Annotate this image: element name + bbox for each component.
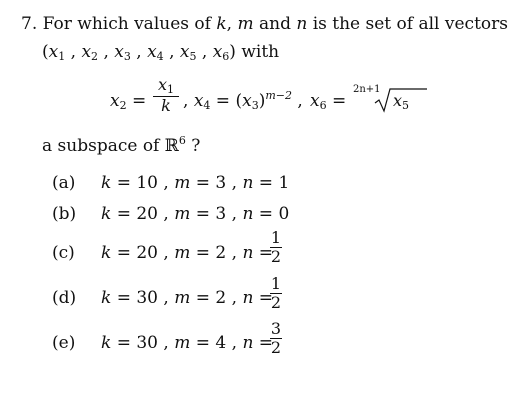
option-e-denominator: 2: [270, 338, 282, 357]
x2-fraction: [153, 76, 179, 115]
option-e-expression[interactable]: k = 30 , m = 4 , n =: [101, 333, 274, 353]
vector-tuple: ($x_1$ , $x_2$ , $x_3$ , $x_4$ , $x_5$ , $x_6$): [42, 42, 236, 63]
option-c-label[interactable]: (c): [52, 243, 75, 263]
x4-exponent: m−2: [265, 89, 292, 102]
option-e-fraction: [270, 321, 282, 356]
subspace-text: a subspace of ℝ: [42, 136, 179, 156]
option-c-fraction: [270, 230, 282, 265]
option-b-expression[interactable]: k = 20 , m = 3 , n = 0: [101, 204, 290, 224]
radicand: $x_5$: [393, 91, 410, 112]
radical-sign-icon: [353, 85, 428, 113]
x6-lhs: $x_6$ =: [310, 91, 347, 112]
option-e-label[interactable]: (e): [52, 333, 76, 353]
option-d-label[interactable]: (d): [52, 288, 77, 308]
question-mark: ?: [191, 136, 201, 156]
option-e-numerator: 3: [270, 319, 282, 338]
option-d-expression[interactable]: k = 30 , m = 2 , n =: [101, 288, 274, 308]
option-c-numerator: 1: [270, 228, 282, 247]
option-c-expression[interactable]: k = 20 , m = 2 , n =: [101, 243, 274, 263]
option-a-label[interactable]: (a): [52, 173, 76, 193]
x4-expression: , $x_4 = (x_3)^{m-2}$ ,: [183, 89, 303, 112]
option-d-numerator: 1: [270, 274, 282, 293]
option-d-fraction: [270, 276, 282, 311]
root-index: 2n+1: [353, 84, 381, 95]
question-line-2: [42, 42, 279, 62]
x2-denominator: k: [161, 96, 171, 115]
question-text: For which values of k, m and n is the set of all vectors: [42, 14, 508, 34]
x2-numerator: $x_1$: [153, 76, 179, 97]
option-d-denominator: 2: [270, 293, 282, 312]
question-line-3: [42, 136, 200, 156]
option-a-expression[interactable]: k = 10 , m = 3 , n = 1: [101, 173, 290, 193]
question-line-1: [21, 14, 508, 34]
condition-equation: [110, 76, 430, 126]
option-b-label[interactable]: (b): [52, 204, 77, 224]
option-c-denominator: 2: [270, 247, 282, 266]
root-expression: [353, 85, 428, 113]
question-number: 7.: [21, 14, 38, 34]
with-word: with: [241, 42, 280, 62]
x2-lhs: $x_2$ =: [110, 91, 147, 112]
dimension-exponent: 6: [178, 134, 186, 147]
